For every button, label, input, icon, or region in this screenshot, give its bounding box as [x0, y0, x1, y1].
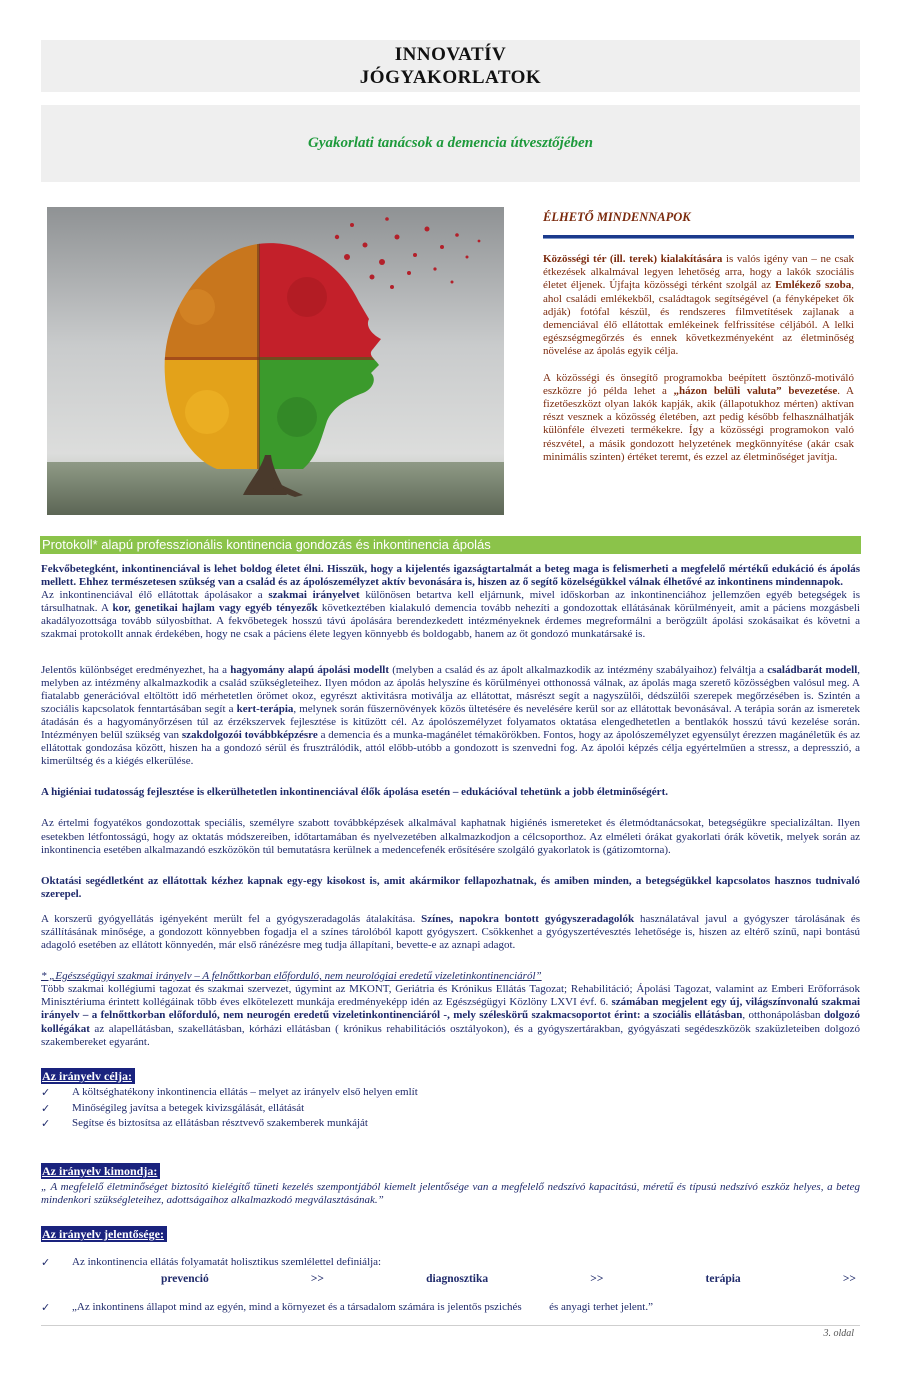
page-number: 3. oldal: [823, 1328, 854, 1339]
check-icon: ✓: [41, 1101, 51, 1115]
p2-text-1: Jelentős különbséget eredményezhet, ha a: [41, 663, 231, 676]
p6-text-1: A korszerű gyógyellátás igényeként merült fel a gyógyszeradagolás átalakítása.: [41, 912, 422, 925]
paragraph-5: Oktatási segédletként az ellátottak kézhez kapnak egy-egy kisokost is, amit akármikor fellapozhatnak, és amiben minden, a betegségükkel kapcsolatos hasznos tudnivaló szerepel.: [41, 874, 860, 900]
p1-bold-1: szakmai irányelvet: [268, 589, 360, 602]
title-band: [41, 40, 860, 92]
goal-text-2: Minőségileg javítsa a betegek kivizsgálását, ellátását: [72, 1101, 305, 1114]
right-paragraph-2: [543, 372, 854, 464]
p2-text-5: a demencia és a munka-magánélet témakörökben. Fontos, hogy az ápolószemélyzet egyensúlyt érezzen magánéletük és az ellátottak gondozása között, hiszen ha a gondozó sérül és frusztrálódik, attól előbb-utóbb a gondozott is szenvedni fog. Az ápolói képzés célja egyértelműen a stressz, a depresszió, a kimerültség és a kiégés elkerülése.: [41, 729, 861, 768]
list-item: [41, 1085, 860, 1101]
paragraph-3: A higiéniai tudatosság fejlesztése is elkerülhetetlen inkontinenciával élők ápolása esetén – edukációval tehetünk a jobb életminőségért.: [41, 786, 668, 799]
right-column: [543, 207, 854, 464]
significance-text-2: „Az inkontinens állapot mind az egyén, mind a környezet és a társadalom számára is jelentős pszichés és anyagi terhet jelent.”: [72, 1300, 653, 1313]
list-item: [41, 1101, 860, 1117]
significance-label: Az irányelv jelentősége:: [41, 1226, 167, 1242]
right-paragraph-1: [543, 253, 854, 359]
right-p2-text-1: A közösségi és önsegítő programokba beépített ösztönző-motiváló eszközre jó példa lehet a: [543, 371, 854, 397]
footnote-text-3: az alapellátásban, szakellátásban, kórházi ellátásban ( krónikus rehabilitációs osztályokon), és a gyógyszertárakban, gyógyászati segédeszközök szaküzleteiben dolgozó szakembereket egyaránt.: [41, 1022, 860, 1048]
section-title: Protokoll* alapú professzionális kontinencia gondozás és inkontinencia ápolás: [42, 537, 491, 552]
paragraph-6: [41, 913, 860, 952]
goal-text-1: A költséghatékony inkontinencia ellátás – melyet az irányelv első helyen említ: [72, 1085, 418, 1098]
paragraph-2: [41, 664, 860, 769]
p1-text-3: következtében kialakuló demencia tovább nehezíti a gondozottak ellátásának körülményeit, amit a páciens mozgásbeli akadályozottsága tovább súlyosbíthat. A fekvőbetegek hosszú távú ápolására berendezkedett intézményeknek érdemes megreformálni a berögzült ápolási szokásaikat és követni a szakmai protokollt annak érdekében, hogy ne csak a páciens élete legyen könnyebb és boldogabb, hanem az őt gondozó munkatársaké is.: [41, 602, 860, 641]
p1-text-2: különösen betartva kell eljárnunk, mivel időskorban az inkontinenciához jellemzően egyéb betegségek is társulhatnak. A: [41, 589, 860, 615]
right-p1-text-1: is valós igény van – ne csak étkezések alkalmával legyen lehetőség arra, hogy a lakók szociális életet éljenek. Újfajta közösségi térként szolgál az: [543, 253, 854, 292]
check-icon: ✓: [41, 1300, 51, 1314]
goals-list: [41, 1085, 860, 1132]
footnote-title: * „Egészségügyi szakmai irányelv – A felnőttkorban előforduló, nem neurológiai eredetű vizeletinkontinenciáról”: [41, 970, 542, 983]
significance-section: [41, 1225, 860, 1315]
paragraph-4: Az értelmi fogyatékos gondozottak speciális, személyre szabott továbbképzések alkalmával kaphatnak higiénés ismereteket és életmódtanácsokat, betegségükre specializáltan. Ilyen esetekben létfontosságú, hogy az oktatás módszereiben, időtartamában és nyelvezetében alkalmazkodjon a célcsoporthoz. Az elméleti órákat gyakorlati órák követik, melyek során az inkontinencia esetében alkalmazandó eszközökön túl bemutatásra kerülnek a medencefenék erősítésére szolgáló gyakorlatok is (gátizomtorna).: [41, 817, 860, 856]
footnote-text-1: Több szakmai kollégiumi tagozat és szakmai szervezet, úgymint az MKONT, Geriátria és Krónikus Ellátás Tagozat; Rehabilitáció; Ápolási Tagozat, valamint az Emberi Erőforrások Minisztériuma érintett kollégáinak több éves elkötelezett munkája eredményeképp idén az Egészségügyi Közlöny LXVI évf. 6.: [41, 983, 860, 1009]
flow-step-therapy: terápia: [705, 1273, 741, 1286]
right-heading-rule: [543, 235, 854, 239]
goals-section: [41, 1067, 860, 1132]
paragraph-1: [41, 589, 860, 641]
p1-text-1: Az inkontinenciával élő ellátottak ápolásakor a: [41, 589, 269, 602]
check-icon: ✓: [41, 1256, 51, 1270]
list-item: [41, 1300, 860, 1316]
flow-arrow: >>: [310, 1273, 324, 1286]
page-subtitle: Gyakorlati tanácsok a demencia útvesztőjében: [308, 135, 593, 151]
flow-step-prevention: prevenció: [161, 1273, 209, 1286]
states-section: [41, 1162, 860, 1207]
flow-arrow: >>: [842, 1273, 856, 1286]
significance-list: [41, 1255, 860, 1315]
states-label: Az irányelv kimondja:: [41, 1163, 160, 1179]
list-item: [41, 1255, 860, 1288]
right-p1-bold-1: Közösségi tér (ill. terek) kialakítására: [543, 253, 723, 265]
right-p1-bold-2: Emlékező szoba: [775, 279, 852, 292]
tree-head-dementia-illustration: [47, 207, 504, 515]
flow-step-diagnostics: diagnosztika: [426, 1273, 489, 1286]
footer-rule: [41, 1325, 860, 1326]
footnote-bold-2: dolgozó kollégákat: [41, 1009, 860, 1035]
p2-text-3: , melyben az intézmény alkalmazkodik a család szükségleteihez. Ilyen módon az ápolás helyszíne és körülményei otthonossá válnak, az ápolás maga szerető közösségben valósul meg. A fiatalabb generációval eltöltött idő mérhetetlen örömet okoz, egyrészt aktivitásra motiválja az ellátottat, másrészt segít a nagyszülői, dédszülői szerepek megőrzésében is. Szintén a szociális kapcsolatok fenntartásában segít a: [41, 663, 860, 715]
footnote-text-2: , otthonápolásban: [742, 1009, 824, 1022]
check-icon: ✓: [41, 1085, 51, 1099]
right-p2-bold-1: „házon belüli valuta” bevezetése: [673, 384, 838, 397]
p6-bold-1: Színes, napokra bontott gyógyszeradagolók: [421, 912, 635, 925]
p2-text-2: (melyben a család és az ápolt alkalmazkodik az intézmény szabályaihoz) felváltja a: [389, 663, 768, 676]
footnote-bold-1: számában megjelent egy új, világszínvonalú szakmai irányelv – a felnőttkorban előforduló, nem neurogén eredetű vizeletinkontinenciáról -, mely széleskörű szakmacsoportot érint: a szociális ellátásban: [41, 996, 861, 1022]
intro-paragraph: Fekvőbetegként, inkontinenciával is lehet boldog életet élni. Hisszük, hogy a kijelentés igazságtartalmát a beteg maga is felismerheti a megfelelő mértékű edukáció és ápolás mellett. Ehhez természetesen szükség van a család és az ápolószemélyzet aktív bevonására is, hiszen az ő segítő közelségükkel válnak élhetővé az inkontinens mindennapok.: [41, 563, 860, 589]
p2-bold-1: hagyomány alapú ápolási modellt: [230, 663, 389, 676]
right-heading: ÉLHETŐ MINDENNAPOK: [543, 210, 691, 224]
page-title-line2: JÓGYAKORLATOK: [359, 67, 542, 88]
main-content: [41, 563, 860, 1316]
goals-label: Az irányelv célja:: [41, 1068, 135, 1084]
p2-bold-2: családbarát modell: [767, 663, 858, 676]
flow-arrow: >>: [590, 1273, 604, 1286]
care-flow: [72, 1272, 860, 1288]
p1-bold-2: kor, genetikai hajlam vagy egyéb tényezők: [112, 602, 318, 615]
tree-head-illustration: [47, 207, 504, 515]
footnote-paragraph: [41, 983, 860, 1048]
subtitle-band: [41, 105, 860, 182]
p6-text-2: használatával javul a gyógyszer tárolásának és szállításának minősége, a gondozott könnyebben fogadja el a színes tárolóból kapott gyógyszert. Csökkenhet a gyógyszertévesztés lehetősége is, hiszen az eltérő színű, napi bontású adagoló esetében az ellátott könnyedén, már első ránézésre meg tudja állapítani, bevette-e az aznapi adagot.: [41, 912, 860, 952]
right-p2-text-2: . A fizetőeszközt olyan lakók kapják, akik (állapotukhoz mérten) aktívan részt vesznek a közösség életében, azt pedig később felhasználhatják különféle élvezeti termékekre. Így a közösségi programokon való részvétel, a másik gondozott helyzetének megkönnyítése (akár csak minimális szinten) értéket teremt, és ezzel az életminőséget javítja.: [543, 384, 854, 463]
list-item: [41, 1116, 860, 1132]
p2-text-4: , melynek során fűszernövények közös ültetésére és nevelésére kerül sor az ellátottak bevonásával. A terápia során az ismeretek átadásán és a hagyományőrzésen túl az érzékszervek fejlesztése is kitűzött cél. Az ápolószemélyzet folyamatos oktatása elengedhetetlen a bentlakók hosszú távú kezelése során. Intézményen belül szükség van: [41, 702, 860, 742]
significance-text-1: Az inkontinencia ellátás folyamatát holisztikus szemlélettel definiálja:: [72, 1256, 382, 1269]
check-icon: ✓: [41, 1117, 51, 1131]
p2-bold-3: kert-terápia: [236, 702, 294, 715]
section-title-bar: [40, 536, 861, 554]
page-title-line1: INNOVATÍV: [394, 44, 507, 65]
right-p1-text-2: , ahol családi emlékekből, családtagok segítségével (a fényképeket ők adják) fotófal készül, és rendszeres filmvetítések zajlanak a demenciával élő ellátottak emlékeinek felfrissítése céljából. A lelki egészségmegőrzés és ennek következményeként az életminőség növelése az ápolás egyik célja.: [543, 279, 854, 358]
states-quote: „ A megfelelő életminőséget biztosító kielégítő tüneti kezelés szempontjából kiemelt jelentősége van a megfelelő nedszívó kapacitású, méretű és típusú nedszívó eszköz helyes, a beteg mindenkori szükségleteihez, adottságaihoz alkalmazkodó megválasztásának.”: [41, 1181, 860, 1207]
p2-bold-4: szakdolgozói továbbképzésre: [181, 729, 318, 742]
goal-text-3: Segítse és biztosítsa az ellátásban résztvevő szakemberek munkáját: [72, 1117, 368, 1130]
